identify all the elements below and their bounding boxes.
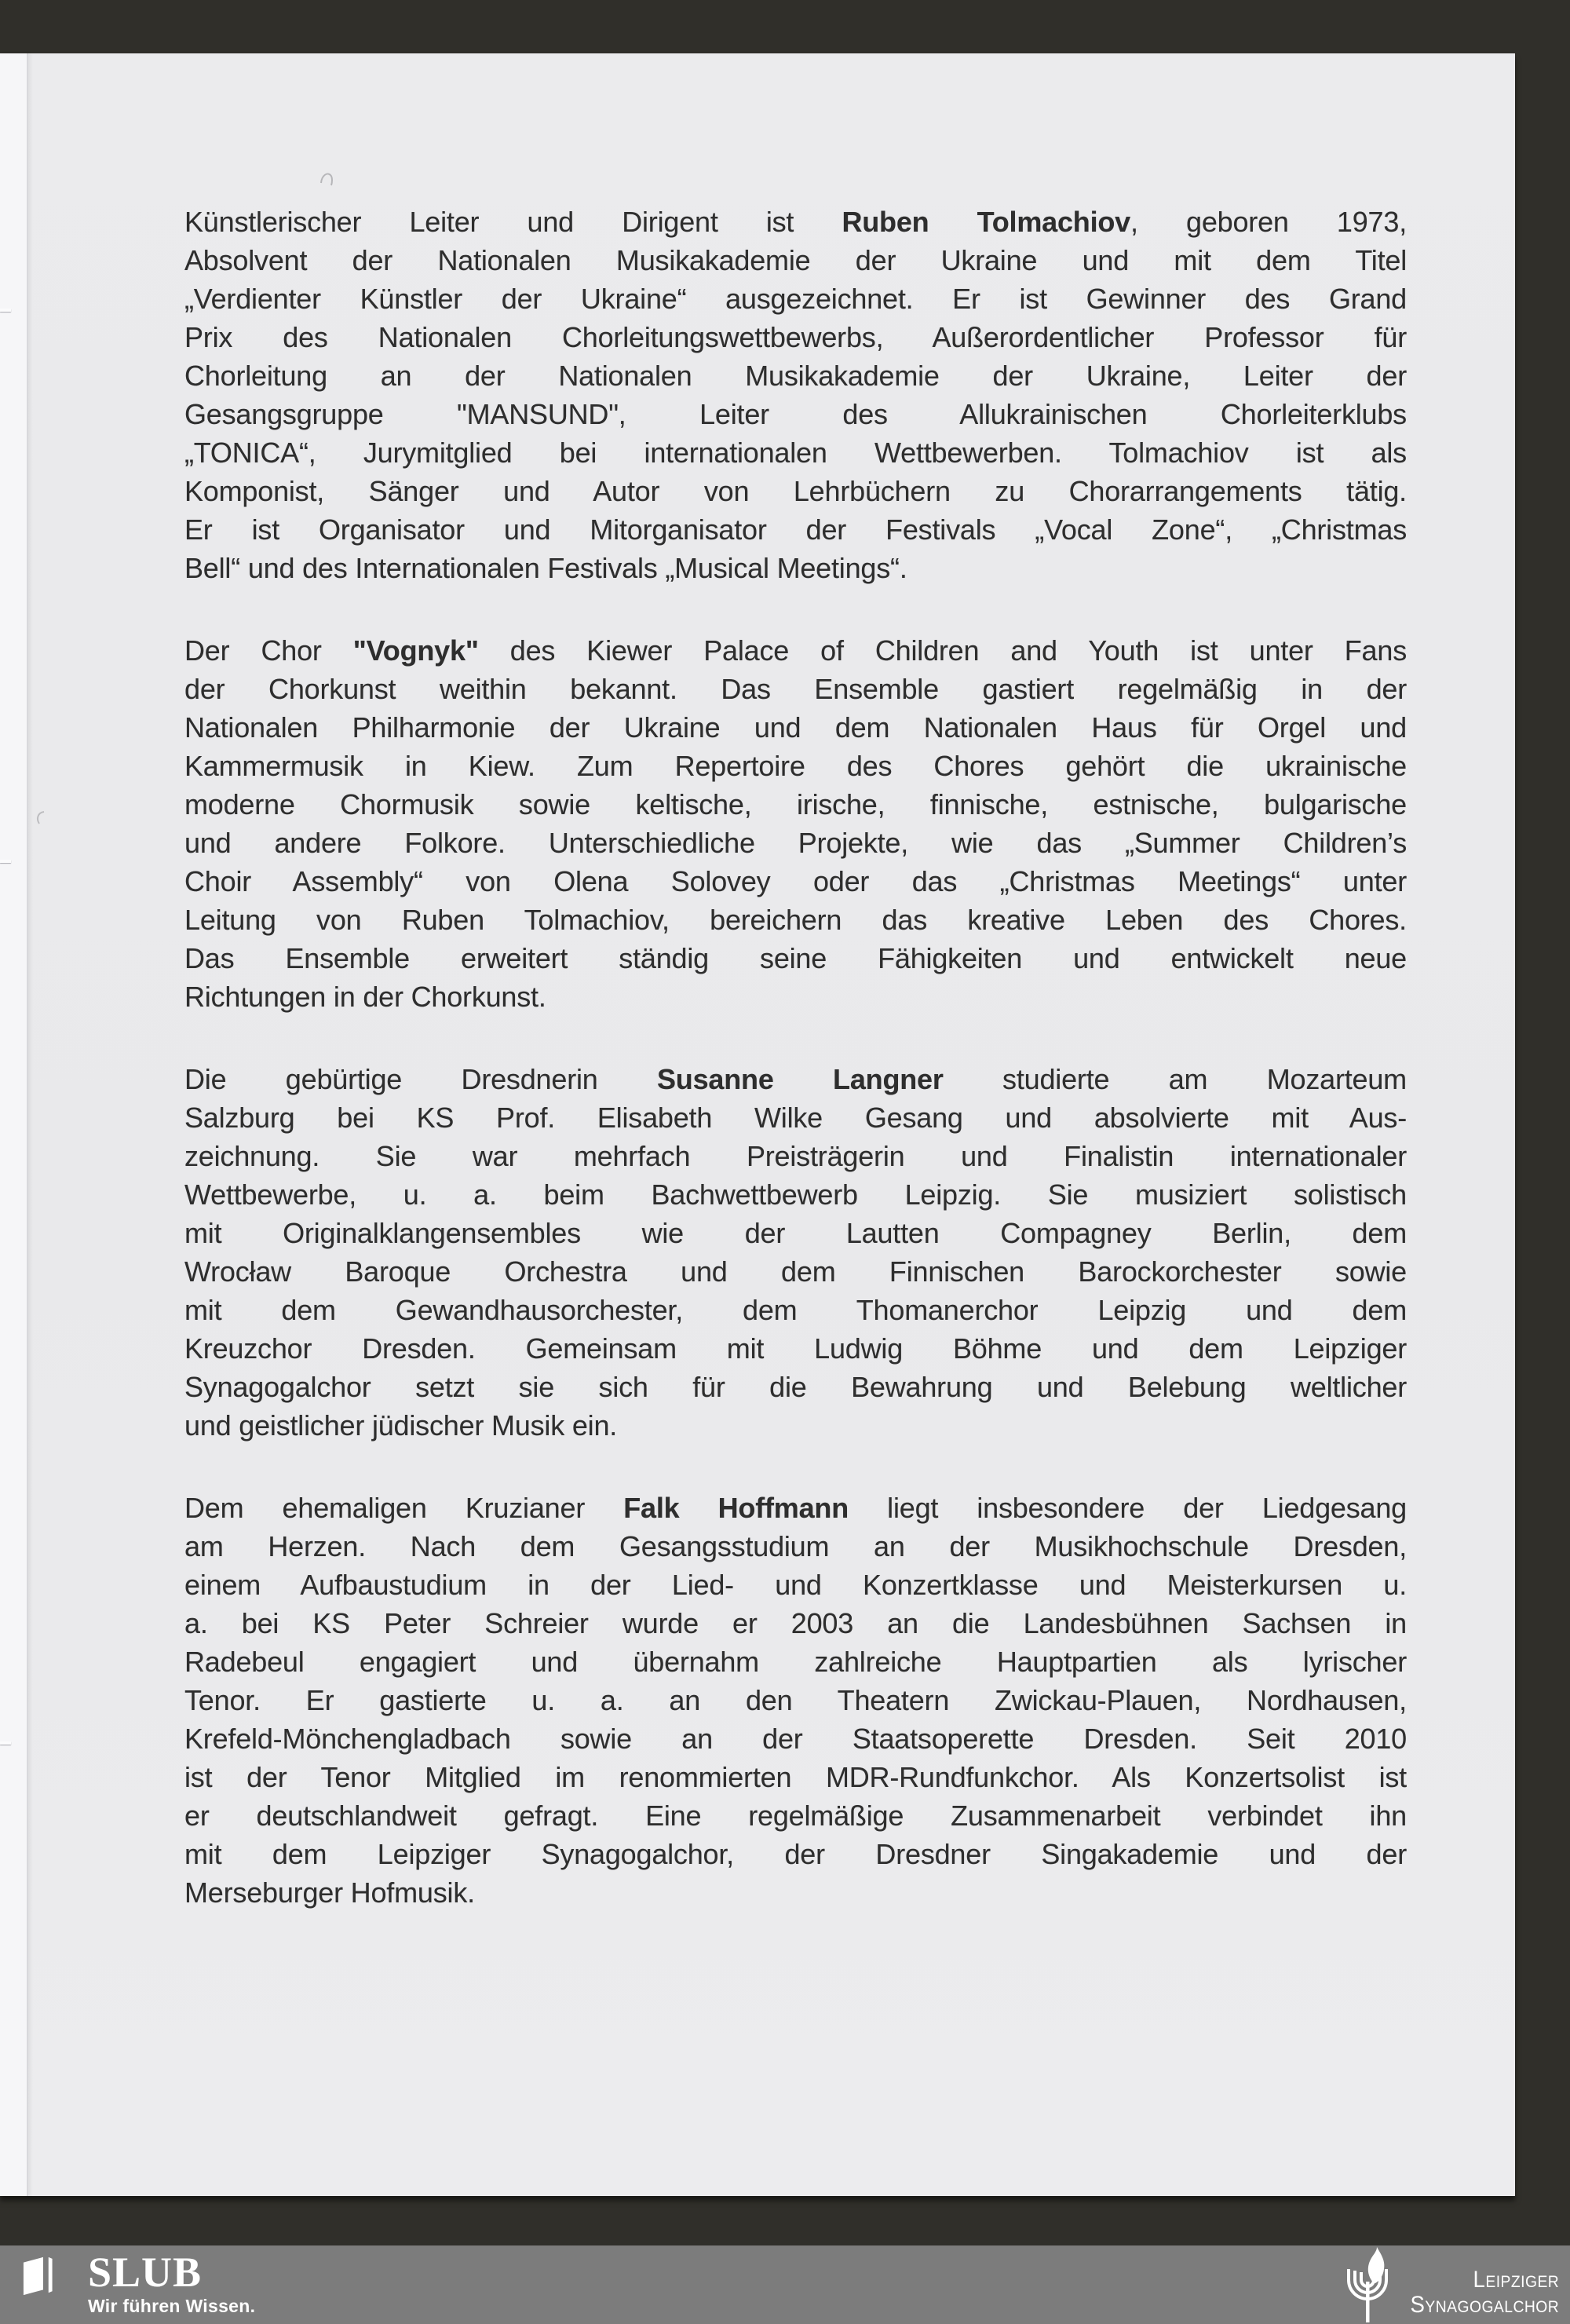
text-line: a. bei KS Peter Schreier wurde er 2003 an die Landesbühnen Sachsen in: [184, 1607, 1407, 1639]
scan-artifact: [31, 809, 49, 827]
text-line: Dem ehemaligen Kruzianer Falk Hoffmann liegt insbesondere der Liedgesang: [184, 1492, 1407, 1524]
text-line: Kreuzchor Dresden. Gemeinsam mit Ludwig Böhme und dem Leipziger: [184, 1332, 1407, 1365]
paragraph: [184, 1489, 1407, 1912]
text-line: Er ist Organisator und Mitorganisator der Festivals „Vocal Zone“, „Christmas: [184, 513, 1407, 546]
text-line: Gesangsgruppe "MANSUND", Leiter des Allukrainischen Chorleiterklubs: [184, 398, 1407, 430]
text-line: Richtungen in der Chorkunst.: [184, 981, 546, 1013]
text-line: Tenor. Er gastierte u. a. an den Theatern Zwickau-Plauen, Nordhausen,: [184, 1684, 1407, 1716]
text-line: Bell“ und des Internationalen Festivals „Musical Meetings“.: [184, 552, 907, 584]
person-name: Falk Hoffmann: [623, 1492, 849, 1524]
text-line: Chorleitung an der Nationalen Musikakademie der Ukraine, Leiter der: [184, 360, 1407, 392]
slub-logo: [20, 2249, 256, 2317]
person-name: Ruben Tolmachiov: [842, 206, 1130, 238]
open-book-icon: [20, 2255, 66, 2297]
slub-text-block: [88, 2249, 256, 2317]
scan-artifact: [318, 167, 341, 188]
person-name: "Vognyk": [352, 634, 479, 667]
staple-mark: [0, 309, 11, 312]
text-line: Wrocław Baroque Orchestra und dem Finnischen Barockorchester sowie: [184, 1255, 1407, 1288]
text-line: Merseburger Hofmusik.: [184, 1876, 475, 1909]
staple-mark: [0, 860, 11, 863]
choir-text-block: [1410, 2267, 1559, 2322]
person-name: Susanne Langner: [657, 1063, 944, 1095]
text-line: zeichnung. Sie war mehrfach Preisträgerin und Finalistin internationaler: [184, 1140, 1407, 1172]
text-line: „TONICA“, Jurymitglied bei internationalen Wettbewerben. Tolmachiov ist als: [184, 437, 1407, 469]
text-line: Die gebürtige Dresdnerin Susanne Langner studierte am Mozarteum: [184, 1063, 1407, 1095]
text-line: Choir Assembly“ von Olena Solovey oder das „Christmas Meetings“ unter: [184, 865, 1407, 897]
menorah-flame-icon: [1344, 2247, 1393, 2322]
text-line: Radebeul engagiert und übernahm zahlreiche Hauptpartien als lyrischer: [184, 1646, 1407, 1678]
slub-title: SLUB: [88, 2249, 203, 2296]
text-line: Prix des Nationalen Chorleitungswettbewerbs, Außerordentlicher Professor für: [184, 321, 1407, 353]
text-line: moderne Chormusik sowie keltische, irische, finnische, estnische, bulgarische: [184, 788, 1407, 820]
paragraph: [184, 1060, 1407, 1445]
text-line: mit dem Gewandhausorchester, dem Thomanerchor Leipzig und dem: [184, 1294, 1407, 1326]
text-line: Nationalen Philharmonie der Ukraine und dem Nationalen Haus für Orgel und: [184, 711, 1407, 744]
text-line: und geistlicher jüdischer Musik ein.: [184, 1409, 618, 1442]
text-line: Der Chor "Vognyk" des Kiewer Palace of Children and Youth ist unter Fans: [184, 634, 1407, 667]
choir-logo: [1344, 2247, 1559, 2322]
text-line: Krefeld-Mönchengladbach sowie an der Staatsoperette Dresden. Seit 2010: [184, 1723, 1407, 1755]
text-line: Das Ensemble erweitert ständig seine Fähigkeiten und entwickelt neue: [184, 942, 1407, 974]
text-line: einem Aufbaustudium in der Lied- und Konzertklasse und Meisterkursen u.: [184, 1569, 1407, 1601]
text-line: Salzburg bei KS Prof. Elisabeth Wilke Gesang und absolvierte mit Aus-: [184, 1102, 1407, 1134]
page-text: [184, 203, 1407, 1956]
document-page: [0, 53, 1515, 2196]
text-line: „Verdienter Künstler der Ukraine“ ausgezeichnet. Er ist Gewinner des Grand: [184, 283, 1407, 315]
text-line: Wettbewerbe, u. a. beim Bachwettbewerb Leipzig. Sie musiziert solistisch: [184, 1178, 1407, 1211]
text-line: Komponist, Sänger und Autor von Lehrbüchern zu Chorarrangements tätig.: [184, 475, 1407, 507]
choir-name-line2: Synagogalchor: [1410, 2292, 1559, 2318]
text-line: Absolvent der Nationalen Musikakademie der Ukraine und mit dem Titel: [184, 244, 1407, 276]
text-line: der Chorkunst weithin bekannt. Das Ensemble gastiert regelmäßig in der: [184, 673, 1407, 705]
text-line: mit dem Leipziger Synagogalchor, der Dresdner Singakademie und der: [184, 1838, 1407, 1870]
text-line: und andere Folkore. Unterschiedliche Projekte, wie das „Summer Children’s: [184, 827, 1407, 859]
text-line: Kammermusik in Kiew. Zum Repertoire des Chores gehört die ukrainische: [184, 750, 1407, 782]
text-line: mit Originalklangensembles wie der Lautten Compagney Berlin, dem: [184, 1217, 1407, 1249]
viewer-footer: [0, 2245, 1570, 2324]
text-line: Künstlerischer Leiter und Dirigent ist Ruben Tolmachiov, geboren 1973,: [184, 206, 1407, 238]
paragraph: [184, 203, 1407, 587]
page-left-edge: [0, 53, 28, 2196]
text-line: Leitung von Ruben Tolmachiov, bereichern das kreative Leben des Chores.: [184, 904, 1407, 936]
text-line: er deutschlandweit gefragt. Eine regelmäßige Zusammenarbeit verbindet ihn: [184, 1800, 1407, 1832]
staple-mark: [0, 1741, 11, 1745]
text-line: am Herzen. Nach dem Gesangsstudium an der Musikhochschule Dresden,: [184, 1530, 1407, 1562]
text-line: Synagogalchor setzt sie sich für die Bewahrung und Belebung weltlicher: [184, 1371, 1407, 1403]
text-line: ist der Tenor Mitglied im renommierten MDR-Rundfunkchor. Als Konzertsolist ist: [184, 1761, 1407, 1793]
paragraph: [184, 631, 1407, 1016]
choir-name-line1: Leipziger: [1473, 2267, 1559, 2293]
slub-tagline: Wir führen Wissen.: [88, 2296, 256, 2316]
